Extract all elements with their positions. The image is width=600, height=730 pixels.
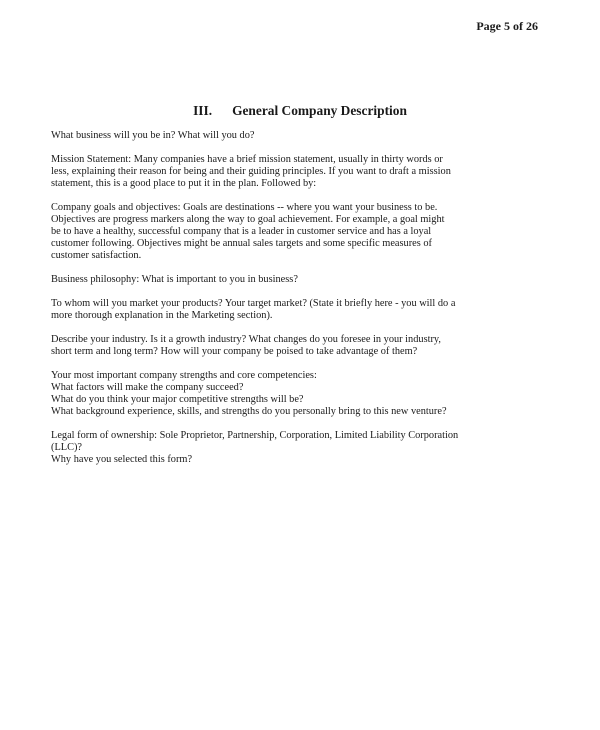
paragraph xyxy=(51,202,551,262)
paragraph-line: less, explaining their reason for being and their guiding principles. If you want to draft a mission xyxy=(51,166,451,177)
paragraph-line: Objectives are progress markers along the way to goal achievement. For example, a goal might xyxy=(51,214,445,225)
paragraph xyxy=(51,298,551,322)
paragraph-line: Company goals and objectives: Goals are destinations -- where you want your business to be. xyxy=(51,202,438,213)
paragraph xyxy=(51,154,551,190)
document-body xyxy=(51,130,551,478)
paragraph-line: Business philosophy: What is important to you in business? xyxy=(51,274,298,285)
section-title: General Company Description xyxy=(232,103,407,118)
section-heading xyxy=(0,103,600,119)
page-number: Page 5 of 26 xyxy=(476,19,538,33)
paragraph-line: customer satisfaction. xyxy=(51,250,142,261)
paragraph-line: more thorough explanation in the Marketing section). xyxy=(51,310,273,321)
paragraph xyxy=(51,334,551,358)
paragraph-line: What business will you be in? What will you do? xyxy=(51,130,255,141)
paragraph-line: Mission Statement: Many companies have a brief mission statement, usually in thirty words or xyxy=(51,154,443,165)
paragraph-line: What factors will make the company succeed? xyxy=(51,382,244,393)
paragraph xyxy=(51,274,551,286)
paragraph xyxy=(51,130,551,142)
paragraph-line: customer following. Objectives might be annual sales targets and some specific measures of xyxy=(51,238,432,249)
paragraph-line: be to have a healthy, successful company that is a leader in customer service and has a loyal xyxy=(51,226,432,237)
paragraph xyxy=(51,370,551,418)
paragraph-line: statement, this is a good place to put it in the plan. Followed by: xyxy=(51,178,317,189)
paragraph-line: short term and long term? How will your company be poised to take advantage of them? xyxy=(51,346,418,357)
paragraph-line: What do you think your major competitive strengths will be? xyxy=(51,394,304,405)
paragraph-line: Describe your industry. Is it a growth industry? What changes do you foresee in your industry, xyxy=(51,334,442,345)
paragraph-line: Legal form of ownership: Sole Proprietor, Partnership, Corporation, Limited Liability Corporation xyxy=(51,430,459,441)
paragraph-line: To whom will you market your products? Your target market? (State it briefly here - you will do a xyxy=(51,298,456,309)
paragraph-line: Why have you selected this form? xyxy=(51,454,193,465)
paragraph xyxy=(51,430,551,466)
section-numeral: III. xyxy=(193,103,213,118)
paragraph-line: Your most important company strengths and core competencies: xyxy=(51,370,317,381)
paragraph-line: (LLC)? xyxy=(51,442,83,453)
paragraph-line: What background experience, skills, and strengths do you personally bring to this new venture? xyxy=(51,406,447,417)
